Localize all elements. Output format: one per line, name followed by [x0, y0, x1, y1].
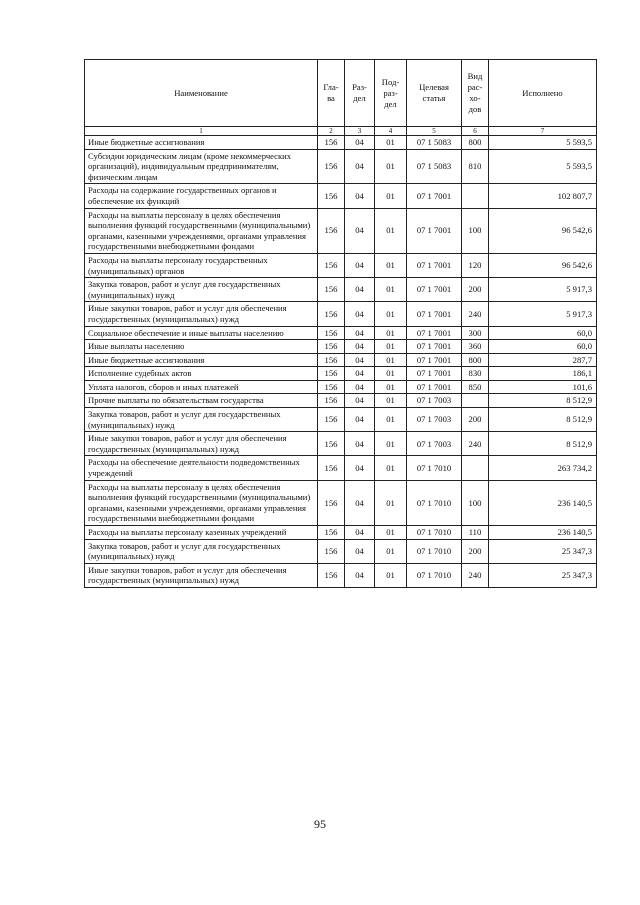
row-razdel-cell: 04 [345, 539, 375, 563]
row-amount-cell: 96 542,6 [489, 253, 597, 277]
row-statya-cell: 07 1 5083 [407, 136, 462, 150]
row-amount-cell: 101,6 [489, 380, 597, 394]
row-vid-cell: 200 [462, 408, 489, 432]
column-number: 4 [375, 127, 407, 136]
row-amount-cell: 236 140,5 [489, 480, 597, 525]
column-number: 2 [318, 127, 345, 136]
row-amount-cell: 8 512,9 [489, 394, 597, 408]
table-row [85, 456, 597, 480]
row-name-cell: Расходы на выплаты персоналу в целях обеспечения выполнения функций государственными (муниципальными) органами, казенными учреждениями, органами управления государственными внебюджетными фондами [85, 480, 318, 525]
row-statya-cell: 07 1 7010 [407, 526, 462, 540]
row-glava-cell: 156 [318, 480, 345, 525]
document-page [84, 59, 596, 588]
row-podrazdel-cell: 01 [375, 353, 407, 367]
budget-table [84, 59, 597, 588]
row-name-cell: Иные закупки товаров, работ и услуг для обеспечения государственных (муниципальных) нужд [85, 302, 318, 326]
row-name-cell: Расходы на обеспечение деятельности подведомственных учреждений [85, 456, 318, 480]
row-amount-cell: 5 917,3 [489, 278, 597, 302]
row-vid-cell: 240 [462, 302, 489, 326]
table-row [85, 184, 597, 208]
row-razdel-cell: 04 [345, 456, 375, 480]
column-number: 5 [407, 127, 462, 136]
row-statya-cell: 07 1 7010 [407, 480, 462, 525]
row-statya-cell: 07 1 7003 [407, 432, 462, 456]
row-glava-cell: 156 [318, 253, 345, 277]
row-statya-cell: 07 1 7003 [407, 408, 462, 432]
row-amount-cell: 102 807,7 [489, 184, 597, 208]
row-podrazdel-cell: 01 [375, 184, 407, 208]
row-glava-cell: 156 [318, 302, 345, 326]
column-number: 7 [489, 127, 597, 136]
row-amount-cell: 60,0 [489, 340, 597, 354]
table-row [85, 432, 597, 456]
row-vid-cell: 300 [462, 326, 489, 340]
table-row [85, 136, 597, 150]
row-podrazdel-cell: 01 [375, 367, 407, 381]
row-podrazdel-cell: 01 [375, 394, 407, 408]
row-statya-cell: 07 1 7010 [407, 539, 462, 563]
row-name-cell: Расходы на выплаты персоналу в целях обеспечения выполнения функций государственными (муниципальными) органами, казенными учреждениями, органами управления государственными внебюджетными фондами [85, 208, 318, 253]
row-amount-cell: 8 512,9 [489, 432, 597, 456]
row-podrazdel-cell: 01 [375, 380, 407, 394]
row-amount-cell: 60,0 [489, 326, 597, 340]
row-podrazdel-cell: 01 [375, 340, 407, 354]
row-glava-cell: 156 [318, 340, 345, 354]
row-glava-cell: 156 [318, 367, 345, 381]
row-vid-cell: 240 [462, 563, 489, 587]
row-statya-cell: 07 1 7001 [407, 208, 462, 253]
table-row [85, 526, 597, 540]
row-razdel-cell: 04 [345, 432, 375, 456]
row-razdel-cell: 04 [345, 253, 375, 277]
row-vid-cell: 830 [462, 367, 489, 381]
row-glava-cell: 156 [318, 432, 345, 456]
row-statya-cell: 07 1 7001 [407, 326, 462, 340]
row-statya-cell: 07 1 7001 [407, 353, 462, 367]
row-amount-cell: 25 347,3 [489, 539, 597, 563]
row-vid-cell: 100 [462, 480, 489, 525]
row-statya-cell: 07 1 7001 [407, 253, 462, 277]
table-body [85, 136, 597, 588]
table-row [85, 326, 597, 340]
row-glava-cell: 156 [318, 408, 345, 432]
row-podrazdel-cell: 01 [375, 326, 407, 340]
table-row [85, 480, 597, 525]
header-podrazdel: Под- раз- дел [375, 60, 407, 127]
row-glava-cell: 156 [318, 456, 345, 480]
row-podrazdel-cell: 01 [375, 480, 407, 525]
table-row [85, 149, 597, 184]
page-number: 95 [314, 817, 326, 831]
row-name-cell: Расходы на выплаты персоналу казенных учреждений [85, 526, 318, 540]
table-row [85, 394, 597, 408]
row-name-cell: Закупка товаров, работ и услуг для государственных (муниципальных) нужд [85, 539, 318, 563]
row-razdel-cell: 04 [345, 340, 375, 354]
header-razdel: Раз- дел [345, 60, 375, 127]
row-statya-cell: 07 1 5083 [407, 149, 462, 184]
row-podrazdel-cell: 01 [375, 208, 407, 253]
header-row [85, 60, 597, 127]
row-vid-cell [462, 456, 489, 480]
column-number: 1 [85, 127, 318, 136]
row-name-cell: Уплата налогов, сборов и иных платежей [85, 380, 318, 394]
row-name-cell: Иные выплаты населению [85, 340, 318, 354]
row-statya-cell: 07 1 7010 [407, 563, 462, 587]
table-row [85, 539, 597, 563]
row-podrazdel-cell: 01 [375, 253, 407, 277]
row-razdel-cell: 04 [345, 208, 375, 253]
row-glava-cell: 156 [318, 563, 345, 587]
row-podrazdel-cell: 01 [375, 563, 407, 587]
row-vid-cell: 850 [462, 380, 489, 394]
row-glava-cell: 156 [318, 208, 345, 253]
table-row [85, 208, 597, 253]
table-row [85, 353, 597, 367]
row-podrazdel-cell: 01 [375, 456, 407, 480]
column-number: 6 [462, 127, 489, 136]
row-glava-cell: 156 [318, 184, 345, 208]
row-glava-cell: 156 [318, 526, 345, 540]
row-podrazdel-cell: 01 [375, 136, 407, 150]
row-razdel-cell: 04 [345, 302, 375, 326]
row-vid-cell [462, 184, 489, 208]
header-amount: Исполнено [489, 60, 597, 127]
row-statya-cell: 07 1 7001 [407, 340, 462, 354]
table-row [85, 408, 597, 432]
row-podrazdel-cell: 01 [375, 278, 407, 302]
row-name-cell: Иные закупки товаров, работ и услуг для обеспечения государственных (муниципальных) нужд [85, 563, 318, 587]
header-name: Наименование [85, 60, 318, 127]
row-podrazdel-cell: 01 [375, 408, 407, 432]
column-number: 3 [345, 127, 375, 136]
row-razdel-cell: 04 [345, 278, 375, 302]
row-amount-cell: 5 593,5 [489, 136, 597, 150]
table-row [85, 278, 597, 302]
row-name-cell: Иные бюджетные ассигнования [85, 353, 318, 367]
row-statya-cell: 07 1 7010 [407, 456, 462, 480]
row-name-cell: Исполнение судебных актов [85, 367, 318, 381]
row-glava-cell: 156 [318, 149, 345, 184]
row-statya-cell: 07 1 7001 [407, 367, 462, 381]
row-glava-cell: 156 [318, 326, 345, 340]
row-razdel-cell: 04 [345, 408, 375, 432]
row-glava-cell: 156 [318, 353, 345, 367]
row-podrazdel-cell: 01 [375, 432, 407, 456]
row-razdel-cell: 04 [345, 526, 375, 540]
row-vid-cell: 360 [462, 340, 489, 354]
row-amount-cell: 25 347,3 [489, 563, 597, 587]
table-row [85, 340, 597, 354]
row-vid-cell: 800 [462, 136, 489, 150]
row-vid-cell: 800 [462, 353, 489, 367]
row-amount-cell: 5 917,3 [489, 302, 597, 326]
row-razdel-cell: 04 [345, 353, 375, 367]
row-vid-cell [462, 394, 489, 408]
row-glava-cell: 156 [318, 278, 345, 302]
column-number-row [85, 127, 597, 136]
row-name-cell: Закупка товаров, работ и услуг для государственных (муниципальных) нужд [85, 278, 318, 302]
row-razdel-cell: 04 [345, 149, 375, 184]
row-amount-cell: 263 734,2 [489, 456, 597, 480]
row-name-cell: Субсидии юридическим лицам (кроме некоммерческих организаций), индивидуальным предпринимателям, физическим лицам [85, 149, 318, 184]
row-glava-cell: 156 [318, 394, 345, 408]
row-podrazdel-cell: 01 [375, 149, 407, 184]
header-glava: Гла- ва [318, 60, 345, 127]
header-statya: Целевая статья [407, 60, 462, 127]
row-razdel-cell: 04 [345, 326, 375, 340]
row-vid-cell: 240 [462, 432, 489, 456]
row-amount-cell: 186,1 [489, 367, 597, 381]
row-amount-cell: 96 542,6 [489, 208, 597, 253]
row-name-cell: Социальное обеспечение и иные выплаты населению [85, 326, 318, 340]
row-amount-cell: 8 512,9 [489, 408, 597, 432]
table-row [85, 302, 597, 326]
row-razdel-cell: 04 [345, 136, 375, 150]
row-glava-cell: 156 [318, 380, 345, 394]
row-statya-cell: 07 1 7003 [407, 394, 462, 408]
row-name-cell: Иные бюджетные ассигнования [85, 136, 318, 150]
row-vid-cell: 200 [462, 539, 489, 563]
header-vid: Вид рас- хо- дов [462, 60, 489, 127]
row-podrazdel-cell: 01 [375, 539, 407, 563]
row-razdel-cell: 04 [345, 184, 375, 208]
row-glava-cell: 156 [318, 136, 345, 150]
row-name-cell: Закупка товаров, работ и услуг для государственных (муниципальных) нужд [85, 408, 318, 432]
row-vid-cell: 120 [462, 253, 489, 277]
table-row [85, 563, 597, 587]
row-razdel-cell: 04 [345, 563, 375, 587]
table-row [85, 367, 597, 381]
row-statya-cell: 07 1 7001 [407, 380, 462, 394]
table-row [85, 253, 597, 277]
row-vid-cell: 100 [462, 208, 489, 253]
row-vid-cell: 110 [462, 526, 489, 540]
row-name-cell: Расходы на выплаты персоналу государственных (муниципальных) органов [85, 253, 318, 277]
row-razdel-cell: 04 [345, 367, 375, 381]
row-amount-cell: 287,7 [489, 353, 597, 367]
table-row [85, 380, 597, 394]
row-vid-cell: 200 [462, 278, 489, 302]
row-podrazdel-cell: 01 [375, 526, 407, 540]
row-razdel-cell: 04 [345, 380, 375, 394]
row-statya-cell: 07 1 7001 [407, 302, 462, 326]
row-amount-cell: 5 593,5 [489, 149, 597, 184]
row-name-cell: Расходы на содержание государственных органов и обеспечение их функций [85, 184, 318, 208]
row-razdel-cell: 04 [345, 394, 375, 408]
row-glava-cell: 156 [318, 539, 345, 563]
row-razdel-cell: 04 [345, 480, 375, 525]
row-amount-cell: 236 140,5 [489, 526, 597, 540]
row-name-cell: Прочие выплаты по обязательствам государства [85, 394, 318, 408]
row-vid-cell: 810 [462, 149, 489, 184]
row-statya-cell: 07 1 7001 [407, 278, 462, 302]
row-statya-cell: 07 1 7001 [407, 184, 462, 208]
row-podrazdel-cell: 01 [375, 302, 407, 326]
row-name-cell: Иные закупки товаров, работ и услуг для обеспечения государственных (муниципальных) нужд [85, 432, 318, 456]
